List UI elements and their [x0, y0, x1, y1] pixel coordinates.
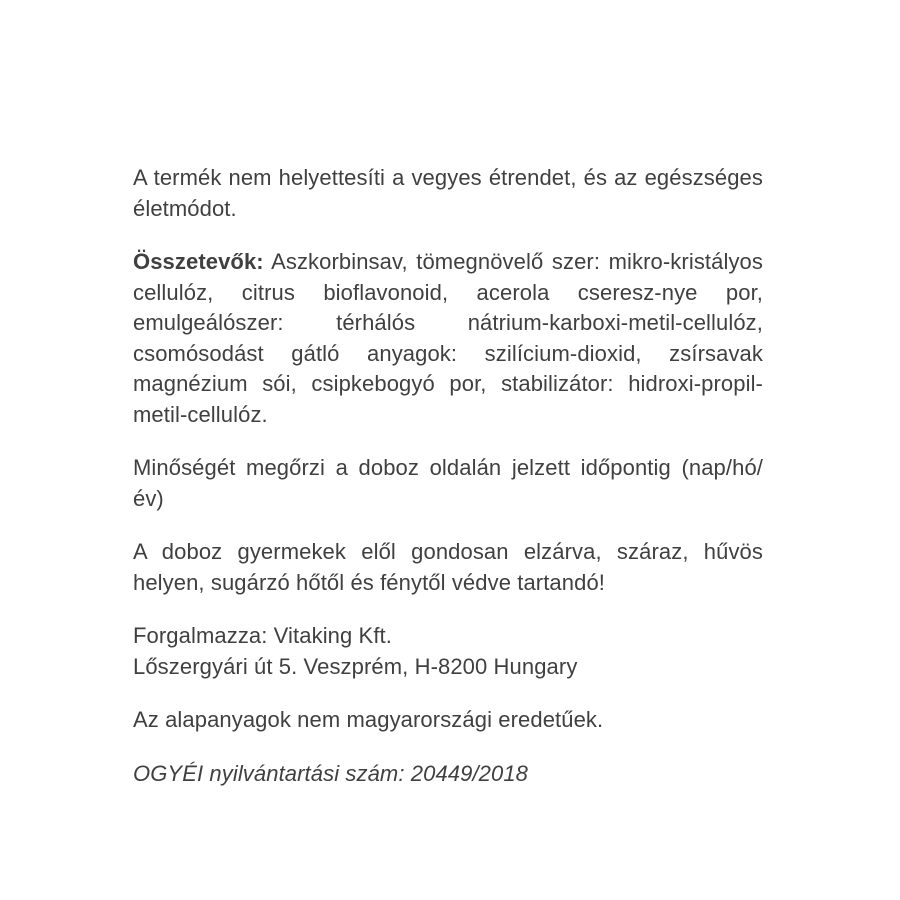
origin-paragraph: [133, 705, 763, 736]
storage-text: A doboz gyermekek elől gondosan elzárva, száraz, hűvös helyen, sugárzó hőtől és fénytől védve tartandó!: [133, 539, 763, 595]
distributor-address: Lőszergyári út 5. Veszprém, H-8200 Hungary: [133, 653, 578, 679]
ingredients-text: Aszkorbinsav, tömegnövelő szer: mikro-kristályos cellulóz, citrus bioflavonoid, acerola cseresz-nye por, emulgeálószer: térhálós nátrium-karboxi-metil-cellulóz, csomósodást gátló anyagok: szilícium-dioxid, zsírsavak magnézium sói, csipkebogyó por, stabilizátor: hidroxi-propil-metil-cellulóz.: [133, 249, 763, 427]
label-text-block: [133, 163, 763, 812]
distributor-name: Forgalmazza: Vitaking Kft.: [133, 623, 392, 648]
disclaimer-paragraph: [133, 163, 763, 224]
disclaimer-text: A termék nem helyettesíti a vegyes étrendet, és az egészséges életmódot.: [133, 165, 763, 221]
storage-paragraph: [133, 537, 763, 598]
best-before-paragraph: [133, 453, 763, 514]
distributor-paragraph: [133, 621, 763, 682]
ingredients-paragraph: [133, 247, 763, 430]
ingredients-label: Összetevők:: [133, 249, 264, 274]
registration-number: OGYÉI nyilvántartási szám: 20449/2018: [133, 760, 529, 786]
best-before-text: Minőségét megőrzi a doboz oldalán jelzett időpontig (nap/hó/év): [133, 455, 763, 511]
registration-paragraph: [133, 759, 763, 790]
origin-text: Az alapanyagok nem magyarországi eredetűek.: [133, 707, 604, 732]
